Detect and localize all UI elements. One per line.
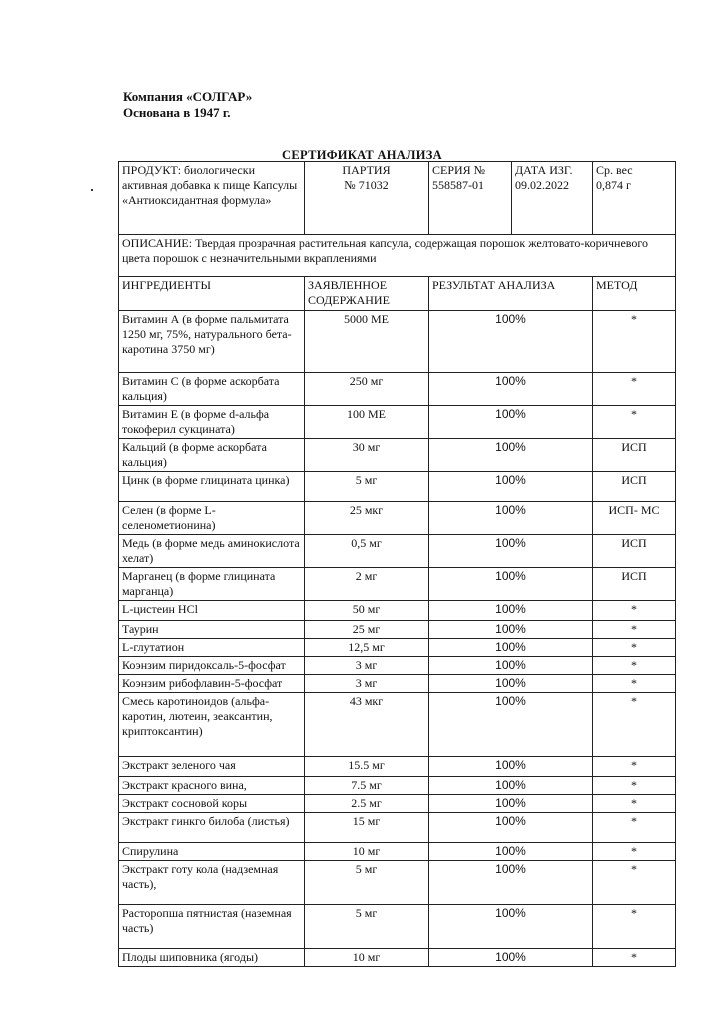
analysis-method: * bbox=[593, 843, 676, 861]
ingredient-name: Экстракт готу кола (надземная часть), bbox=[119, 861, 305, 905]
founded-line: Основана в 1947 г. bbox=[123, 105, 231, 120]
ingredient-row bbox=[119, 813, 676, 843]
analysis-method: * bbox=[593, 777, 676, 795]
declared-amount: 25 мкг bbox=[305, 502, 429, 535]
analysis-result: 100% bbox=[429, 795, 593, 813]
product-row bbox=[119, 162, 676, 235]
analysis-result: 100% bbox=[429, 535, 593, 568]
ingredient-row bbox=[119, 439, 676, 472]
declared-amount: 5 мг bbox=[305, 861, 429, 905]
lot-label: ПАРТИЯ bbox=[342, 163, 391, 177]
scan-speck bbox=[91, 189, 93, 191]
ingredient-name: Марганец (в форме глицината марганца) bbox=[119, 568, 305, 601]
weight-label: Ср. вес bbox=[596, 163, 633, 177]
analysis-method: ИСП- МС bbox=[593, 502, 676, 535]
ingredient-name: Экстракт сосновой коры bbox=[119, 795, 305, 813]
declared-amount: 5 мг bbox=[305, 905, 429, 949]
analysis-method: * bbox=[593, 757, 676, 777]
ingredient-name: Экстракт зеленого чая bbox=[119, 757, 305, 777]
analysis-method: * bbox=[593, 693, 676, 757]
declared-amount: 15.5 мг bbox=[305, 757, 429, 777]
ingredient-row bbox=[119, 568, 676, 601]
company-name: Компания «СОЛГАР» bbox=[123, 89, 253, 104]
date-cell bbox=[512, 162, 593, 235]
analysis-method: * bbox=[593, 657, 676, 675]
declared-amount: 2.5 мг bbox=[305, 795, 429, 813]
ingredient-name: Витамин Е (в форме d-альфа токоферил сукцината) bbox=[119, 406, 305, 439]
declared-amount: 2 мг bbox=[305, 568, 429, 601]
ingredient-row bbox=[119, 861, 676, 905]
series-cell bbox=[429, 162, 512, 235]
certificate-title: СЕРТИФИКАТ АНАЛИЗА bbox=[282, 148, 442, 162]
col-ingredients: ИНГРЕДИЕНТЫ bbox=[119, 277, 305, 311]
ingredient-name: Цинк (в форме глицината цинка) bbox=[119, 472, 305, 502]
ingredient-name: Смесь каротиноидов (альфа-каротин, лютеин, зеаксантин, криптоксантин) bbox=[119, 693, 305, 757]
declared-amount: 3 мг bbox=[305, 657, 429, 675]
ingredient-row bbox=[119, 693, 676, 757]
declared-amount: 7.5 мг bbox=[305, 777, 429, 795]
analysis-result: 100% bbox=[429, 843, 593, 861]
analysis-result: 100% bbox=[429, 777, 593, 795]
declared-amount: 5000 МЕ bbox=[305, 311, 429, 373]
analysis-method: * bbox=[593, 406, 676, 439]
ingredient-row bbox=[119, 472, 676, 502]
analysis-result: 100% bbox=[429, 905, 593, 949]
ingredient-row bbox=[119, 657, 676, 675]
analysis-result: 100% bbox=[429, 813, 593, 843]
ingredient-name: Витамин С (в форме аскорбата кальция) bbox=[119, 373, 305, 406]
analysis-method: * bbox=[593, 813, 676, 843]
analysis-result: 100% bbox=[429, 675, 593, 693]
analysis-method: ИСП bbox=[593, 568, 676, 601]
analysis-method: ИСП bbox=[593, 535, 676, 568]
ingredient-row bbox=[119, 905, 676, 949]
declared-amount: 10 мг bbox=[305, 949, 429, 967]
analysis-method: * bbox=[593, 905, 676, 949]
series-label: СЕРИЯ № bbox=[432, 163, 486, 177]
declared-amount: 25 мг bbox=[305, 621, 429, 639]
declared-amount: 100 МЕ bbox=[305, 406, 429, 439]
analysis-result: 100% bbox=[429, 373, 593, 406]
ingredient-name: Экстракт гинкго билоба (листья) bbox=[119, 813, 305, 843]
declared-amount: 0,5 мг bbox=[305, 535, 429, 568]
product-cell: ПРОДУКТ: биологически активная добавка к пище Капсулы «Антиоксидантная формула» bbox=[119, 162, 305, 235]
col-declared: ЗАЯВЛЕННОЕ СОДЕРЖАНИЕ bbox=[305, 277, 429, 311]
ingredient-row bbox=[119, 373, 676, 406]
analysis-method: * bbox=[593, 311, 676, 373]
analysis-result: 100% bbox=[429, 439, 593, 472]
analysis-result: 100% bbox=[429, 472, 593, 502]
declared-amount: 12,5 мг bbox=[305, 639, 429, 657]
analysis-result: 100% bbox=[429, 949, 593, 967]
ingredient-row bbox=[119, 949, 676, 967]
series-value: 558587-01 bbox=[432, 178, 484, 192]
analysis-method: * bbox=[593, 949, 676, 967]
analysis-method: * bbox=[593, 795, 676, 813]
description-cell: ОПИСАНИЕ: Твердая прозрачная растительная капсула, содержащая порошок желтовато-коричневого цвета порошок с незначительными вкраплениями bbox=[119, 235, 676, 277]
analysis-result: 100% bbox=[429, 657, 593, 675]
declared-amount: 15 мг bbox=[305, 813, 429, 843]
col-method: МЕТОД bbox=[593, 277, 676, 311]
ingredient-name: Спирулина bbox=[119, 843, 305, 861]
ingredient-row bbox=[119, 777, 676, 795]
ingredient-name: L-глутатион bbox=[119, 639, 305, 657]
declared-amount: 30 мг bbox=[305, 439, 429, 472]
certificate-table bbox=[118, 161, 676, 967]
declared-amount: 50 мг bbox=[305, 601, 429, 621]
ingredient-name: Витамин А (в форме пальмитата 1250 мг, 75%, натурального бета-каротина 3750 мг) bbox=[119, 311, 305, 373]
col-result: РЕЗУЛЬТАТ АНАЛИЗА bbox=[429, 277, 593, 311]
ingredient-name: Коэнзим рибофлавин-5-фосфат bbox=[119, 675, 305, 693]
ingredient-name: Экстракт красного вина, bbox=[119, 777, 305, 795]
ingredient-row bbox=[119, 621, 676, 639]
analysis-result: 100% bbox=[429, 311, 593, 373]
analysis-method: * bbox=[593, 639, 676, 657]
ingredient-name: Кальций (в форме аскорбата кальция) bbox=[119, 439, 305, 472]
analysis-result: 100% bbox=[429, 861, 593, 905]
analysis-method: * bbox=[593, 601, 676, 621]
analysis-method: * bbox=[593, 373, 676, 406]
analysis-method: * bbox=[593, 675, 676, 693]
declared-amount: 250 мг bbox=[305, 373, 429, 406]
ingredient-name: Коэнзим пиридоксаль-5-фосфат bbox=[119, 657, 305, 675]
ingredient-row bbox=[119, 795, 676, 813]
ingredient-name: Таурин bbox=[119, 621, 305, 639]
analysis-result: 100% bbox=[429, 621, 593, 639]
ingredient-row bbox=[119, 535, 676, 568]
ingredient-row bbox=[119, 406, 676, 439]
ingredient-name: Медь (в форме медь аминокислота хелат) bbox=[119, 535, 305, 568]
analysis-method: ИСП bbox=[593, 472, 676, 502]
analysis-result: 100% bbox=[429, 757, 593, 777]
date-label: ДАТА ИЗГ. bbox=[515, 163, 573, 177]
analysis-method: ИСП bbox=[593, 439, 676, 472]
ingredient-name: L-цистеин HCl bbox=[119, 601, 305, 621]
description-row bbox=[119, 235, 676, 277]
analysis-result: 100% bbox=[429, 502, 593, 535]
ingredient-name: Расторопша пятнистая (наземная часть) bbox=[119, 905, 305, 949]
ingredient-name: Селен (в форме L-селенометионина) bbox=[119, 502, 305, 535]
lot-value: № 71032 bbox=[344, 178, 389, 192]
ingredient-name: Плоды шиповника (ягоды) bbox=[119, 949, 305, 967]
ingredient-row bbox=[119, 675, 676, 693]
analysis-method: * bbox=[593, 861, 676, 905]
analysis-result: 100% bbox=[429, 639, 593, 657]
analysis-result: 100% bbox=[429, 406, 593, 439]
analysis-result: 100% bbox=[429, 601, 593, 621]
ingredient-row bbox=[119, 639, 676, 657]
ingredient-row bbox=[119, 502, 676, 535]
declared-amount: 10 мг bbox=[305, 843, 429, 861]
lot-cell bbox=[305, 162, 429, 235]
analysis-result: 100% bbox=[429, 568, 593, 601]
weight-cell bbox=[593, 162, 676, 235]
weight-value: 0,874 г bbox=[596, 178, 631, 192]
analysis-method: * bbox=[593, 621, 676, 639]
company-header bbox=[123, 89, 252, 121]
declared-amount: 3 мг bbox=[305, 675, 429, 693]
analysis-result: 100% bbox=[429, 693, 593, 757]
ingredient-row bbox=[119, 601, 676, 621]
ingredient-row bbox=[119, 311, 676, 373]
ingredient-row bbox=[119, 843, 676, 861]
ingredient-row bbox=[119, 757, 676, 777]
date-value: 09.02.2022 bbox=[515, 178, 569, 192]
declared-amount: 43 мкг bbox=[305, 693, 429, 757]
columns-header-row bbox=[119, 277, 676, 311]
declared-amount: 5 мг bbox=[305, 472, 429, 502]
